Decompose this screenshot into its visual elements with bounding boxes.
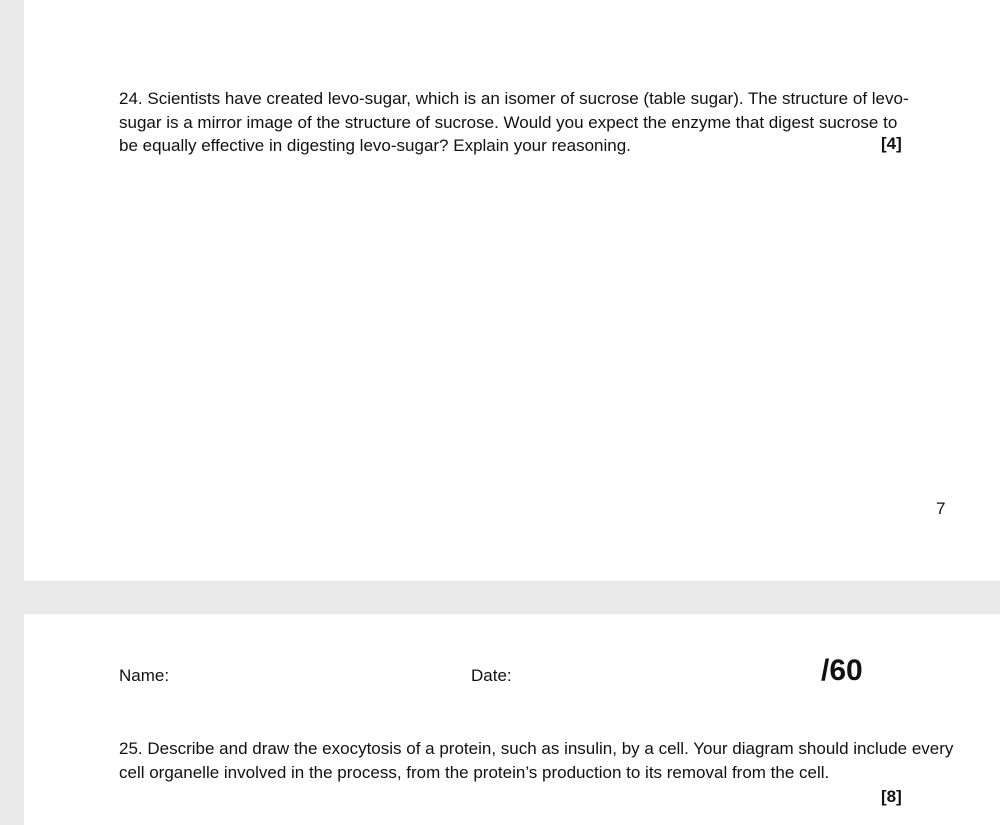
document-page-8 <box>24 614 1000 825</box>
question-24-text: 24. Scientists have created levo-sugar, which is an isomer of sucrose (table sugar). The structure of levo-sugar is a mirror image of the structure of sucrose. Would you expect the enzyme that digest sucrose to be equally effective in digesting levo-sugar? Explain your reasoning. <box>119 89 909 155</box>
name-label: Name: <box>119 666 170 685</box>
question-25-marks: [8] <box>881 787 902 806</box>
question-24-marks: [4] <box>881 134 902 153</box>
date-label: Date: <box>471 666 512 685</box>
question-25-text: 25. Describe and draw the exocytosis of a protein, such as insulin, by a cell. Your diagram should include every cell organelle involved in the process, from the protein’s production to its removal from the cell. <box>119 739 954 782</box>
score-total: /60 <box>821 654 863 687</box>
page-number: 7 <box>936 499 946 518</box>
document-page-7 <box>24 0 1000 581</box>
